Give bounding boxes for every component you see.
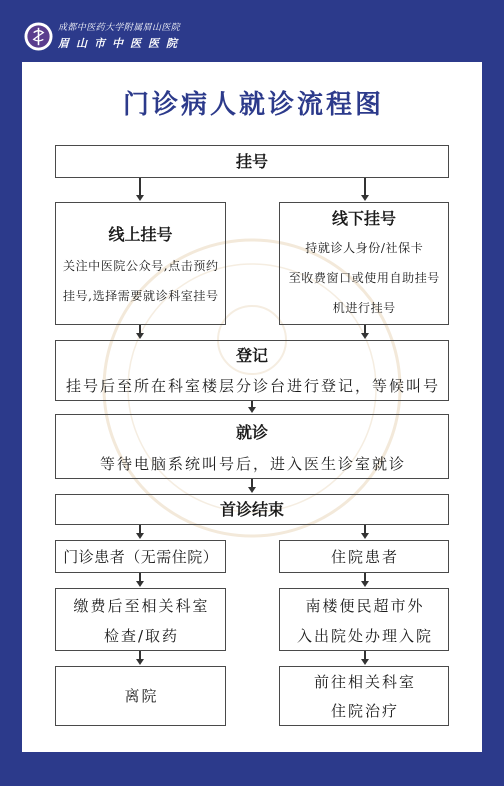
inpatient-step-line: 南楼便民超市外 [305, 597, 425, 615]
consultation-title: 就诊 [235, 423, 268, 442]
branch-outpatient [55, 540, 226, 573]
arrow-down-icon [136, 325, 144, 339]
first-visit-end-title: 首诊结束 [219, 500, 284, 519]
check-in-title: 登记 [235, 346, 268, 365]
arrow-down-icon [361, 651, 369, 665]
step-first-visit-end [55, 494, 449, 525]
offline-registration-title: 线下挂号 [331, 209, 396, 228]
consultation-description: 等待电脑系统叫号后，进入医生诊室就诊 [99, 455, 406, 473]
offline-registration-line: 机进行挂号 [332, 301, 396, 315]
step-registration [55, 145, 449, 178]
inpatient-step-line: 住院治疗 [330, 702, 399, 720]
arrow-down-icon [248, 479, 256, 493]
step-online-registration [55, 202, 226, 325]
inpatient-step-line: 入出院处办理入院 [296, 627, 433, 645]
inpatient-step-admission [279, 588, 449, 651]
arrow-down-icon [361, 573, 369, 587]
arrow-down-icon [136, 573, 144, 587]
inpatient-step-line: 前往相关科室 [313, 673, 416, 691]
page-title: 门诊病人就诊流程图 [122, 90, 384, 120]
step-offline-registration [279, 202, 449, 325]
hospital-name: 眉山市中医医院 [58, 37, 184, 50]
arrow-down-icon [248, 401, 256, 413]
arrow-down-icon [136, 525, 144, 539]
arrow-down-icon [361, 325, 369, 339]
arrow-down-icon [361, 178, 369, 201]
online-registration-line: 关注中医院公众号,点击预约 [62, 259, 219, 273]
outpatient-step-payment [55, 588, 226, 651]
inpatient-title: 住院患者 [330, 548, 399, 566]
hospital-name-affiliation: 成都中医药大学附属眉山医院 [58, 23, 181, 33]
outpatient-step-leave [55, 666, 226, 726]
inpatient-step-treatment [279, 666, 449, 726]
branch-inpatient [279, 540, 449, 573]
online-registration-line: 挂号,选择需要就诊科室挂号 [62, 289, 219, 303]
arrow-down-icon [136, 178, 144, 201]
outpatient-title: 门诊患者（无需住院） [63, 548, 219, 566]
hospital-logo [24, 22, 53, 51]
step-check-in [55, 340, 449, 401]
check-in-description: 挂号后至所在科室楼层分诊台进行登记，等候叫号 [65, 377, 440, 395]
step-registration-title: 挂号 [235, 152, 268, 171]
outpatient-step-line: 缴费后至相关科室 [73, 597, 210, 615]
offline-registration-line: 至收费窗口或使用自助挂号 [288, 271, 440, 285]
outpatient-step-line: 检查/取药 [103, 627, 180, 645]
step-consultation [55, 414, 449, 479]
arrow-down-icon [361, 525, 369, 539]
offline-registration-line: 持就诊人身份/社保卡 [305, 241, 424, 255]
arrow-down-icon [136, 651, 144, 665]
online-registration-title: 线上挂号 [108, 225, 173, 244]
outpatient-step-line: 离院 [124, 687, 159, 705]
